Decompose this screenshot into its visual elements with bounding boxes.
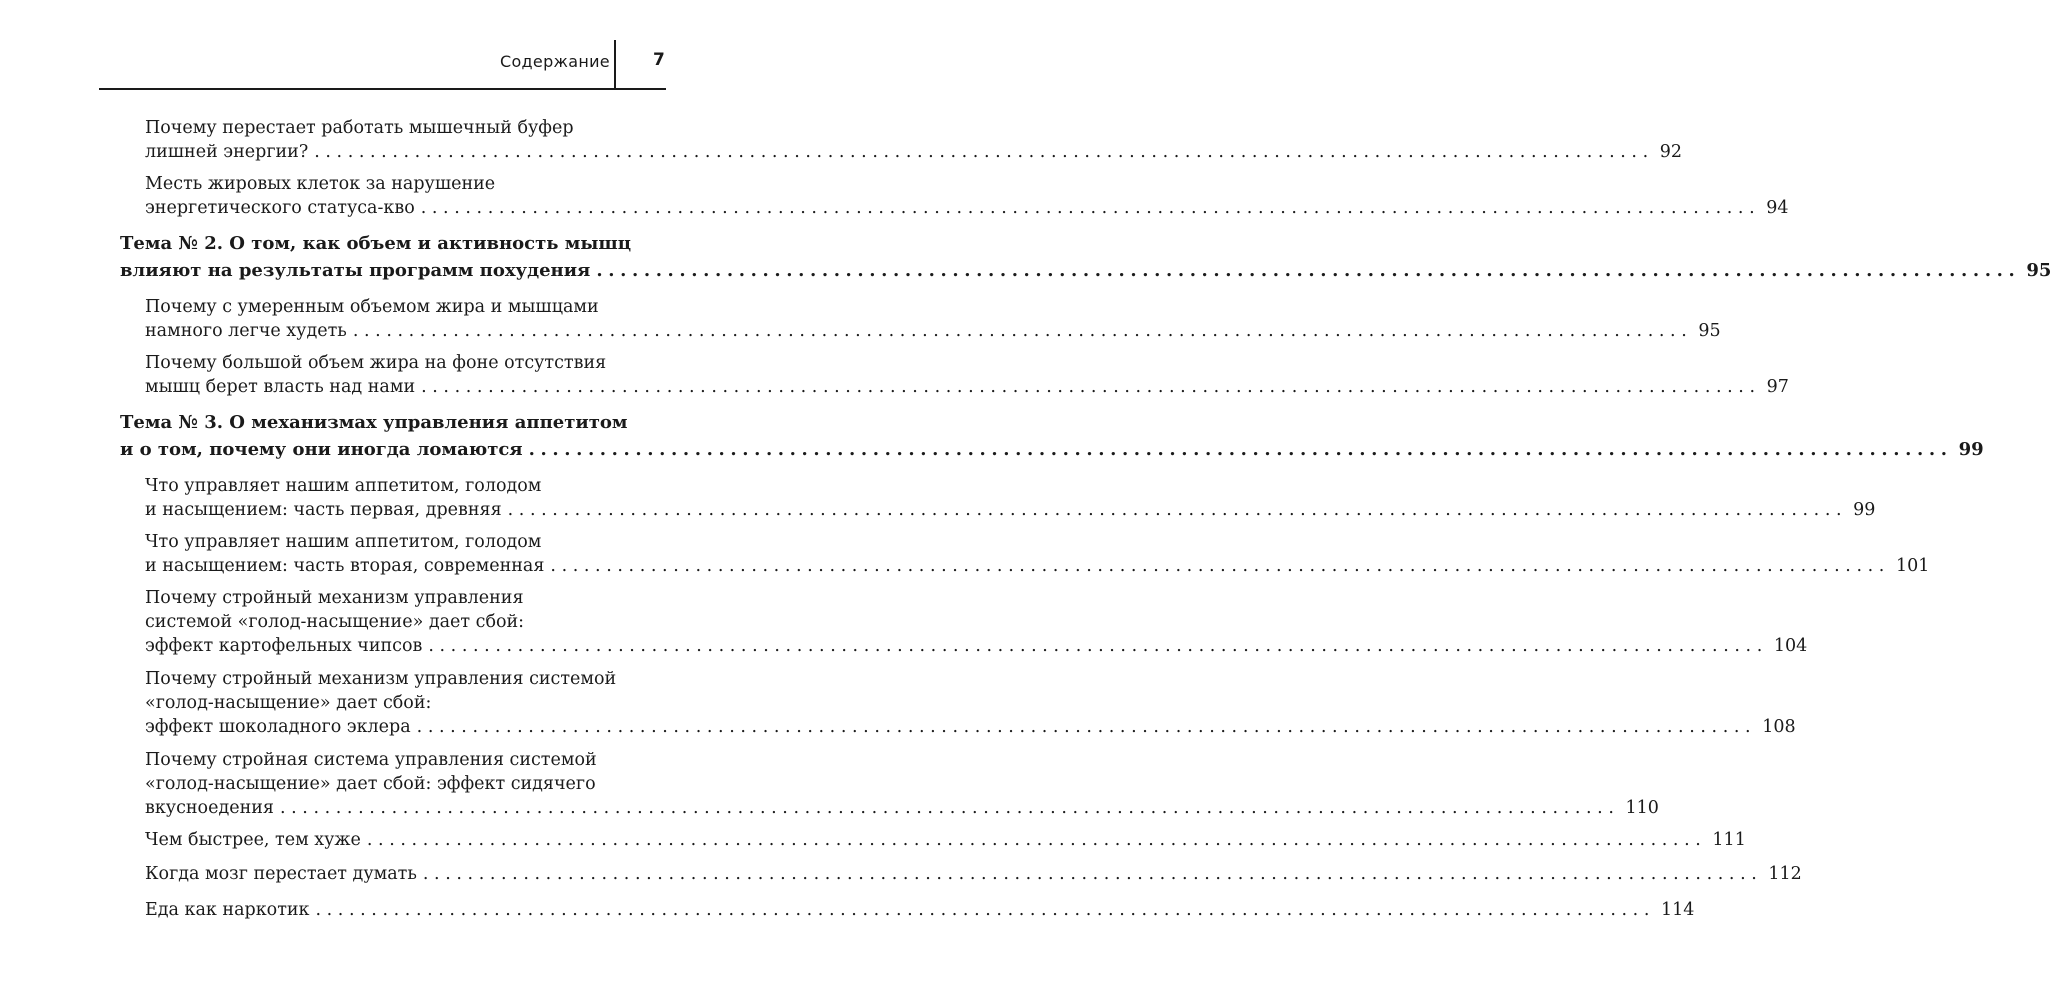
dot-leader: ........................................................................................................................	[315, 900, 1656, 920]
toc-entry-title-end: мышц берет власть над нами	[145, 377, 416, 397]
toc-entry-page: 112	[1768, 864, 1802, 884]
toc-entry-page: 95	[2026, 260, 2051, 281]
toc-entry-last-line	[120, 257, 2051, 284]
toc-entry	[145, 172, 1789, 220]
toc-entry-last-line	[145, 140, 1683, 164]
toc-entry	[145, 351, 1789, 399]
toc-entry-title-line: Почему стройная система управления системой	[145, 750, 597, 770]
toc-entry-title-end: Когда мозг перестает думать	[145, 864, 417, 884]
toc-topic-entry	[120, 230, 2051, 284]
dot-leader: ........................................................................................................................	[422, 864, 1763, 884]
toc-entry-page: 114	[1661, 900, 1695, 920]
toc-entry	[145, 530, 1930, 578]
toc-entry	[145, 586, 1808, 658]
toc-entry-page: 97	[1766, 377, 1789, 397]
dot-leader: ........................................................................................................................	[596, 260, 2021, 281]
toc-entry-page: 104	[1773, 636, 1808, 656]
toc-entry-page: 101	[1895, 556, 1930, 576]
toc-entry	[145, 474, 1876, 522]
running-header-title: Содержание	[500, 52, 610, 71]
dot-leader: ........................................................................................................................	[528, 439, 1953, 460]
dot-leader: ........................................................................................................................	[366, 830, 1707, 850]
toc-entry-title-line: «голод-насыщение» дает сбой:	[145, 693, 432, 713]
toc-entry-title-end: Еда как наркотик	[145, 900, 310, 920]
toc-entry-last-line	[145, 828, 1746, 852]
toc-entry-last-line	[145, 498, 1876, 522]
toc-entry-title-end: намного легче худеть	[145, 321, 347, 341]
toc-entry-last-line	[145, 796, 1659, 820]
toc-entry-title-line: Почему большой объем жира на фоне отсутствия	[145, 353, 607, 373]
toc-entry	[145, 898, 1695, 922]
toc-entry	[145, 667, 1796, 739]
toc-entry	[145, 828, 1746, 852]
toc-entry-page: 111	[1712, 830, 1746, 850]
toc-entry-title-end: лишней энергии?	[145, 142, 309, 162]
toc-entry-page: 99	[1958, 439, 1984, 460]
toc-entry-title-line: Почему перестает работать мышечный буфер	[145, 118, 574, 138]
toc-entry-title-line: Тема № 3. О механизмах управления аппетитом	[120, 412, 628, 433]
toc-entry-title-line: Тема № 2. О том, как объем и активность мышц	[120, 233, 632, 254]
toc-entry	[145, 295, 1721, 343]
toc-entry-title-end: влияют на результаты программ похудения	[120, 260, 591, 281]
toc-topic-entry	[120, 409, 1984, 463]
toc-entry-title-end: эффект шоколадного эклера	[145, 717, 411, 737]
toc-entry-title-line: Что управляет нашим аппетитом, голодом	[145, 476, 542, 496]
toc-entry-last-line	[145, 319, 1721, 343]
page-number: 7	[653, 50, 665, 70]
dot-leader: ........................................................................................................................	[420, 198, 1761, 218]
toc-entry-title-line: «голод-насыщение» дает сбой: эффект сидячего	[145, 774, 596, 794]
toc-entry-last-line	[145, 898, 1695, 922]
toc-entry-title-line: Почему стройный механизм управления системой	[145, 669, 617, 689]
toc-entry-title-line: Месть жировых клеток за нарушение	[145, 174, 496, 194]
toc-entry-title-line: системой «голод-насыщение» дает сбой:	[145, 612, 525, 632]
dot-leader: ........................................................................................................................	[421, 377, 1761, 397]
toc-entry-title-line: Почему с умеренным объемом жира и мышцами	[145, 297, 599, 317]
toc-entry-title-end: и насыщением: часть вторая, современная	[145, 556, 545, 576]
toc-entry-page: 108	[1762, 717, 1796, 737]
toc-entry-title-end: эффект картофельных чипсов	[145, 636, 423, 656]
toc-entry-last-line	[145, 196, 1789, 220]
dot-leader: ........................................................................................................................	[428, 636, 1768, 656]
toc-entry-last-line	[145, 634, 1808, 658]
toc-entry-page: 95	[1698, 321, 1721, 341]
toc-entry-title-end: и о том, почему они иногда ломаются	[120, 439, 523, 460]
toc-entry-title-line: Что управляет нашим аппетитом, голодом	[145, 532, 542, 552]
toc-entry-last-line	[145, 554, 1930, 578]
toc-entry-title-end: вкусноедения	[145, 798, 274, 818]
dot-leader: ........................................................................................................................	[352, 321, 1693, 341]
toc-entry	[145, 116, 1683, 164]
dot-leader: ........................................................................................................................	[314, 142, 1654, 162]
toc-entry-title-end: Чем быстрее, тем хуже	[145, 830, 361, 850]
toc-entry-title-end: энергетического статуса-кво	[145, 198, 415, 218]
toc-entry-last-line	[145, 375, 1789, 399]
dot-leader: ........................................................................................................................	[550, 556, 1890, 576]
toc-entry	[145, 862, 1802, 886]
toc-entry-last-line	[145, 862, 1802, 886]
toc-entry	[145, 748, 1659, 820]
dot-leader: ........................................................................................................................	[416, 717, 1757, 737]
toc-entry-title-line: Почему стройный механизм управления	[145, 588, 524, 608]
toc-entry-page: 94	[1766, 198, 1789, 218]
toc-entry-last-line	[120, 436, 1984, 463]
toc-entry-page: 92	[1659, 142, 1683, 162]
toc-entry-last-line	[145, 715, 1796, 739]
dot-leader: ........................................................................................................................	[279, 798, 1620, 818]
toc-entry-page: 99	[1853, 500, 1876, 520]
toc-entry-title-end: и насыщением: часть первая, древняя	[145, 500, 502, 520]
dot-leader: ........................................................................................................................	[507, 500, 1848, 520]
toc-entry-page: 110	[1625, 798, 1659, 818]
